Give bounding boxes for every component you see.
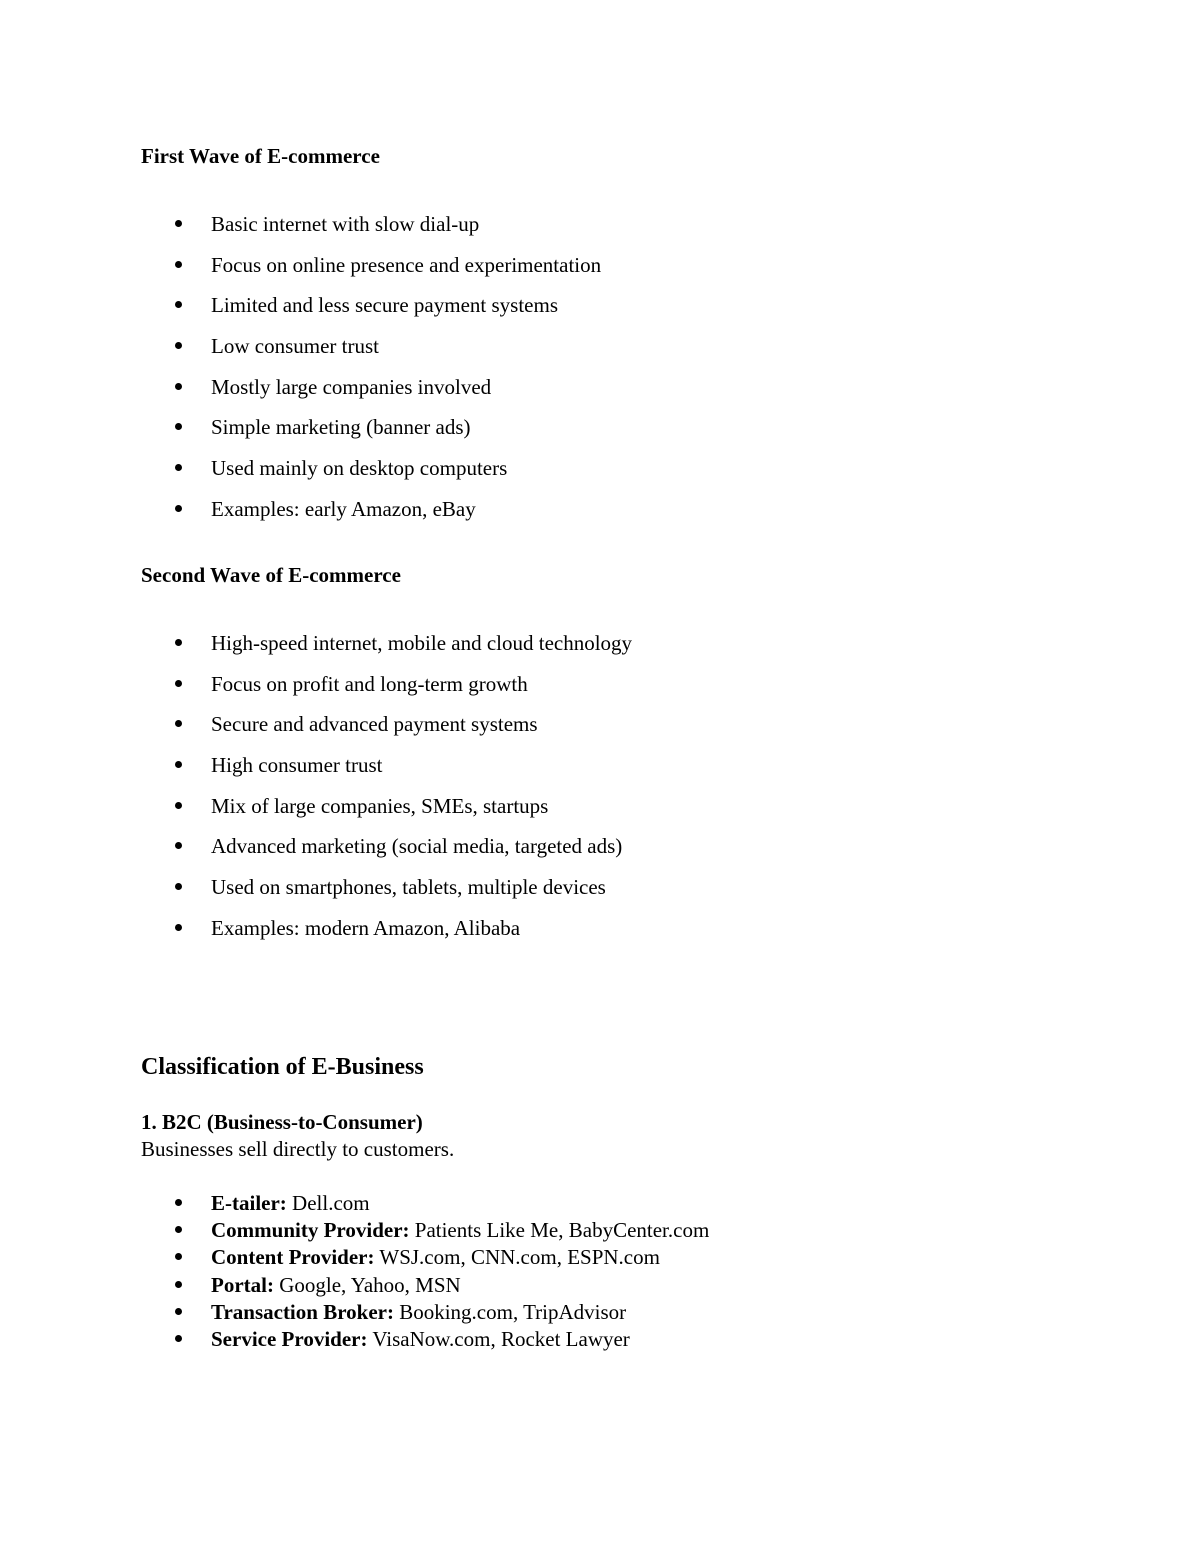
item-value: Patients Like Me, BabyCenter.com — [409, 1218, 710, 1243]
bullet-icon — [175, 761, 182, 768]
bullet-icon — [175, 423, 182, 430]
b2c-list — [170, 1190, 709, 1353]
bullet-icon — [175, 220, 182, 227]
bullet-icon — [175, 639, 182, 646]
list-item: High-speed internet, mobile and cloud technology — [170, 630, 632, 671]
list-item: Limited and less secure payment systems — [170, 292, 601, 333]
item-value: VisaNow.com, Rocket Lawyer — [367, 1326, 630, 1351]
list-item — [170, 1217, 709, 1244]
item-label: Community Provider: — [211, 1218, 410, 1243]
bullet-icon — [175, 720, 182, 727]
item-value: Dell.com — [286, 1191, 370, 1215]
list-item: Used mainly on desktop computers — [170, 455, 601, 496]
second-wave-heading: Second Wave of E-commerce — [141, 563, 401, 587]
list-item: Used on smartphones, tablets, multiple devices — [170, 874, 632, 915]
list-item: Basic internet with slow dial-up — [170, 211, 601, 252]
first-wave-list — [170, 211, 601, 537]
list-item: High consumer trust — [170, 752, 632, 793]
first-wave-heading: First Wave of E-commerce — [141, 144, 380, 168]
list-item — [170, 1326, 709, 1353]
list-item: Simple marketing (banner ads) — [170, 414, 601, 455]
list-item: Examples: modern Amazon, Alibaba — [170, 915, 632, 956]
item-label: Content Provider: — [211, 1245, 375, 1270]
bullet-icon — [175, 1308, 182, 1315]
item-label: Transaction Broker: — [211, 1299, 394, 1324]
item-label: E-tailer: — [211, 1191, 287, 1215]
bullet-icon — [175, 924, 182, 931]
list-item: Focus on profit and long-term growth — [170, 671, 632, 712]
list-item: Secure and advanced payment systems — [170, 711, 632, 752]
bullet-icon — [175, 261, 182, 268]
list-item: Advanced marketing (social media, targeted ads) — [170, 833, 632, 874]
bullet-icon — [175, 1199, 182, 1206]
bullet-icon — [175, 842, 182, 849]
list-item — [170, 1190, 709, 1217]
list-item: Low consumer trust — [170, 333, 601, 374]
bullet-icon — [175, 1335, 182, 1342]
bullet-icon — [175, 383, 182, 390]
bullet-icon — [175, 342, 182, 349]
list-item — [170, 1299, 709, 1326]
bullet-icon — [175, 1281, 182, 1288]
bullet-icon — [175, 464, 182, 471]
bullet-icon — [175, 680, 182, 687]
list-item: Mix of large companies, SMEs, startups — [170, 793, 632, 834]
item-value: WSJ.com, CNN.com, ESPN.com — [374, 1245, 660, 1270]
item-value: Booking.com, TripAdvisor — [393, 1299, 627, 1324]
list-item: Mostly large companies involved — [170, 374, 601, 415]
item-label: Portal: — [211, 1272, 274, 1297]
bullet-icon — [175, 1253, 182, 1260]
list-item — [170, 1272, 709, 1299]
b2c-description: Businesses sell directly to customers. — [141, 1137, 455, 1161]
classification-heading: Classification of E-Business — [141, 1054, 424, 1080]
bullet-icon — [175, 883, 182, 890]
item-label: Service Provider: — [211, 1326, 368, 1351]
list-item: Examples: early Amazon, eBay — [170, 496, 601, 537]
bullet-icon — [175, 505, 182, 512]
b2c-heading: 1. B2C (Business-to-Consumer) — [141, 1110, 423, 1134]
bullet-icon — [175, 301, 182, 308]
bullet-icon — [175, 1226, 182, 1233]
bullet-icon — [175, 802, 182, 809]
list-item: Focus on online presence and experimentation — [170, 252, 601, 293]
list-item — [170, 1244, 709, 1271]
second-wave-list — [170, 630, 632, 956]
item-value: Google, Yahoo, MSN — [273, 1272, 461, 1297]
